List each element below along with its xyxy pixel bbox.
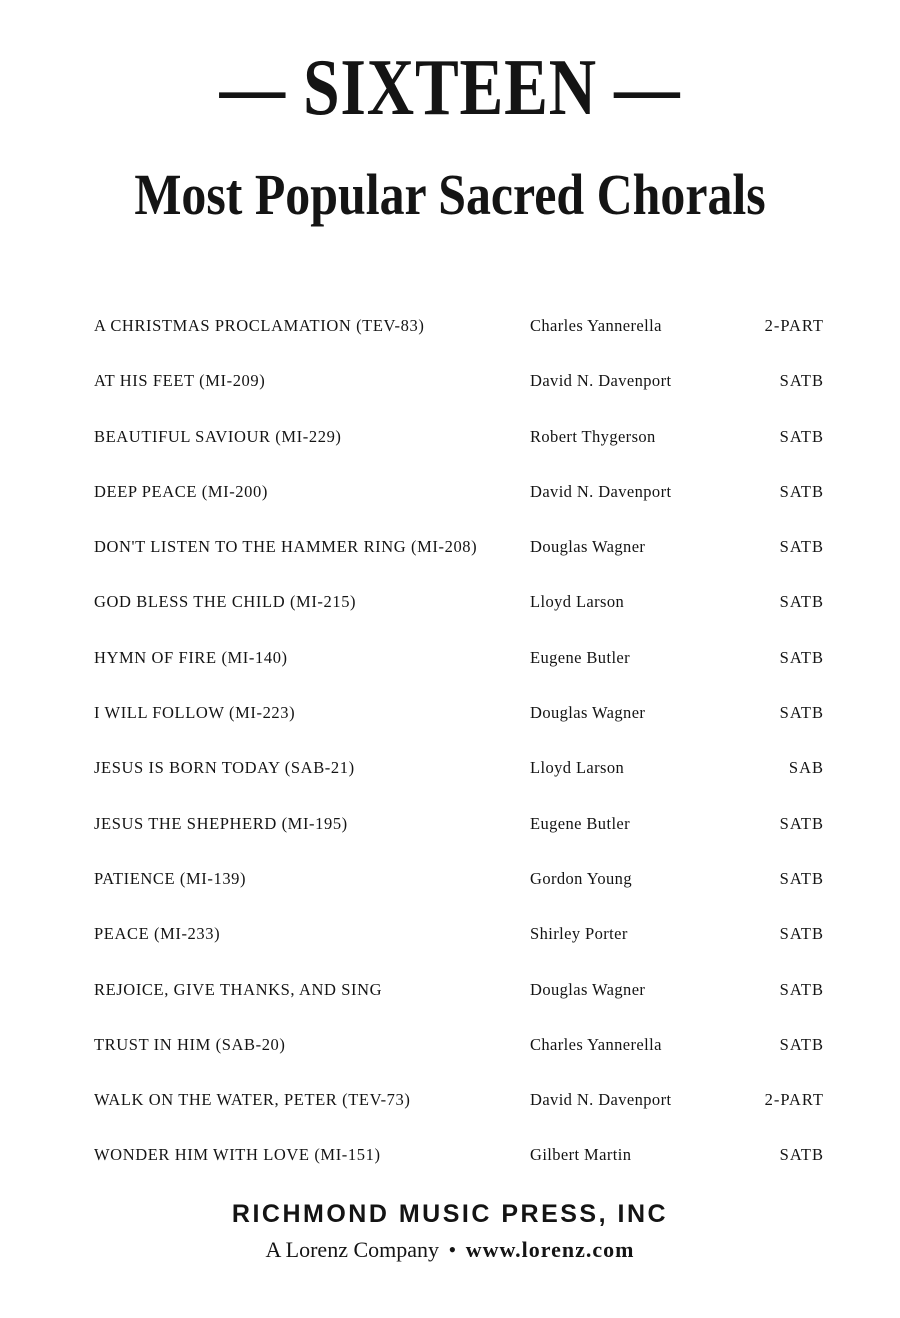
bullet-separator: • <box>448 1237 457 1262</box>
composer-name: Charles Yannerella <box>530 316 662 335</box>
voicing-label: SAB <box>788 758 824 778</box>
list-item <box>94 1027 824 1082</box>
choral-title: JESUS THE SHEPHERD (MI-195) <box>94 813 348 833</box>
choral-title: BEAUTIFUL SAVIOUR (MI-229) <box>94 426 342 446</box>
list-item <box>94 308 824 363</box>
voicing-label: SATB <box>779 647 824 667</box>
page-subtitle: Most Popular Sacred Chorals <box>134 162 766 227</box>
voicing-label: 2-PART <box>764 316 824 335</box>
composer-name: Robert Thygerson <box>530 426 656 446</box>
voicing-label: SATB <box>779 813 824 833</box>
composer-name: Lloyd Larson <box>530 592 625 612</box>
list-item <box>94 695 824 750</box>
page-title: — SIXTEEN — <box>219 44 681 132</box>
choral-title: REJOICE, GIVE THANKS, AND SING <box>94 979 383 999</box>
composer-name: David N. Davenport <box>530 371 672 391</box>
voicing-label: SATB <box>779 868 824 888</box>
voicing-label: SATB <box>779 1145 824 1165</box>
composer-name: Douglas Wagner <box>530 703 646 723</box>
list-item <box>94 529 824 584</box>
composer-name: Shirley Porter <box>530 924 628 944</box>
composer-name: David N. Davenport <box>530 1090 672 1110</box>
voicing-label: SATB <box>779 371 824 391</box>
voicing-label: SATB <box>779 426 824 446</box>
choral-title: PATIENCE (MI-139) <box>94 868 247 888</box>
website-link[interactable]: www.lorenz.com <box>465 1237 635 1262</box>
choral-title: A CHRISTMAS PROCLAMATION (TEV-83) <box>94 316 425 335</box>
composer-name: Charles Yannerella <box>530 1034 662 1054</box>
composer-name: Lloyd Larson <box>530 758 625 778</box>
choral-title: WONDER HIM WITH LOVE (MI-151) <box>94 1145 381 1165</box>
choral-title: TRUST IN HIM (SAB-20) <box>94 1034 286 1054</box>
voicing-label: SATB <box>779 1034 824 1054</box>
list-item <box>94 972 824 1027</box>
composer-name: David N. Davenport <box>530 481 672 501</box>
voicing-label: SATB <box>779 979 824 999</box>
choral-title: I WILL FOLLOW (MI-223) <box>94 703 296 723</box>
choral-title: AT HIS FEET (MI-209) <box>94 371 266 391</box>
list-item <box>94 750 824 805</box>
voicing-label: SATB <box>779 924 824 944</box>
choral-title: HYMN OF FIRE (MI-140) <box>94 647 288 667</box>
list-item <box>94 806 824 861</box>
list-item <box>94 1137 824 1192</box>
publisher-name: RICHMOND MUSIC PRESS, INC <box>231 1200 669 1228</box>
voicing-label: SATB <box>779 703 824 723</box>
list-item <box>94 916 824 971</box>
company-name: A Lorenz Company <box>265 1237 440 1262</box>
list-item <box>94 584 824 639</box>
composer-name: Eugene Butler <box>530 813 631 833</box>
list-item <box>94 474 824 529</box>
composer-name: Douglas Wagner <box>530 979 646 999</box>
choral-title: DEEP PEACE (MI-200) <box>94 481 268 501</box>
voicing-label: SATB <box>779 481 824 501</box>
voicing-label: SATB <box>779 592 824 612</box>
choral-title: GOD BLESS THE CHILD (MI-215) <box>94 592 357 612</box>
list-item <box>94 363 824 418</box>
composer-name: Gilbert Martin <box>530 1145 632 1165</box>
choral-title: JESUS IS BORN TODAY (SAB-21) <box>94 758 355 778</box>
choral-title: PEACE (MI-233) <box>94 924 221 944</box>
choral-title: DON'T LISTEN TO THE HAMMER RING (MI-208) <box>94 537 478 557</box>
voicing-label: SATB <box>779 537 824 557</box>
composer-name: Eugene Butler <box>530 647 631 667</box>
voicing-label: 2-PART <box>764 1090 824 1110</box>
list-item <box>94 1082 824 1137</box>
list-item <box>94 640 824 695</box>
list-item <box>94 419 824 474</box>
publisher-tagline <box>0 1234 900 1266</box>
composer-name: Gordon Young <box>530 868 632 888</box>
composer-name: Douglas Wagner <box>530 537 646 557</box>
choral-title: WALK ON THE WATER, PETER (TEV-73) <box>94 1090 411 1110</box>
list-item <box>94 861 824 916</box>
choral-list <box>94 308 824 1193</box>
